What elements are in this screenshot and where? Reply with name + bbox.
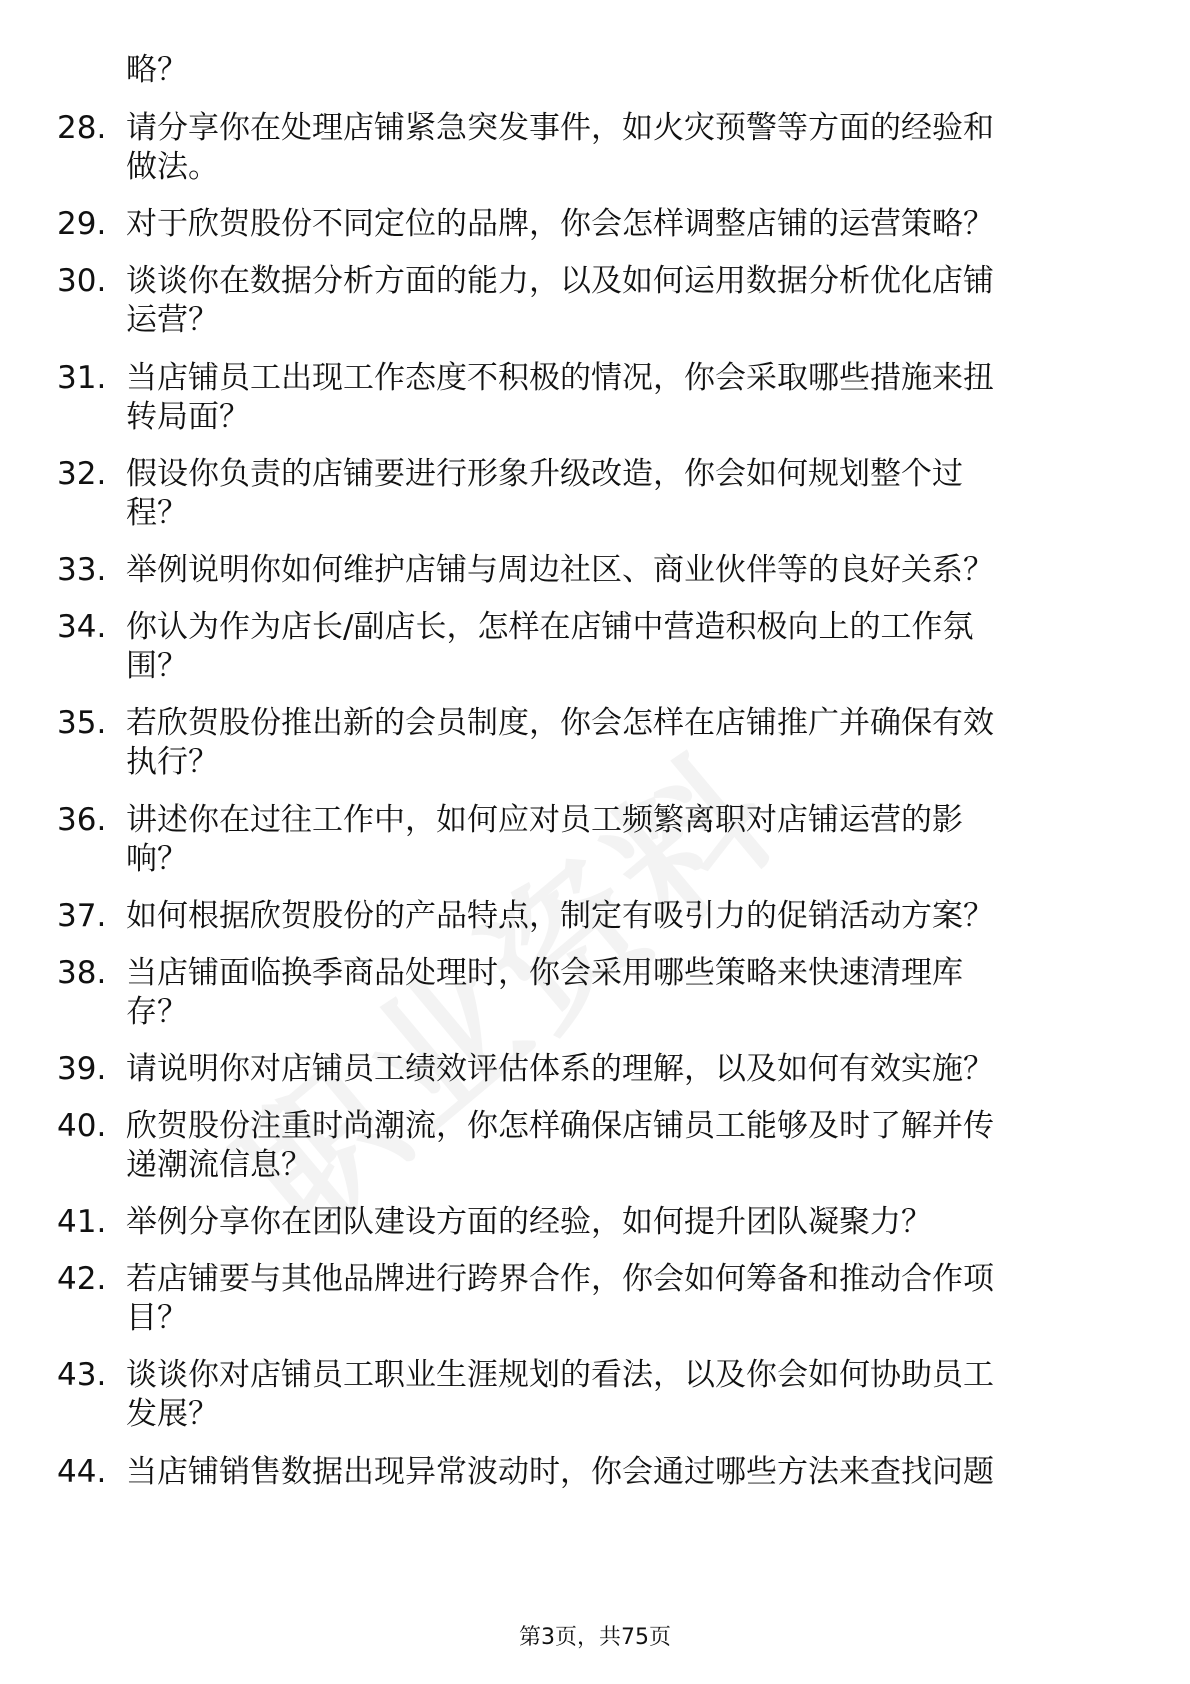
question-text: 若店铺要与其他品牌进行跨界合作，你会如何筹备和推动合作项 目？	[126, 1261, 994, 1336]
question-number: 29.	[57, 206, 107, 242]
question-text: 请分享你在处理店铺紧急突发事件，如火灾预警等方面的经验和 做法。	[126, 110, 994, 185]
question-number: 30.	[57, 263, 107, 299]
question-text: 如何根据欣贺股份的产品特点，制定有吸引力的促销活动方案？	[126, 898, 994, 934]
question-text: 对于欣贺股份不同定位的品牌，你会怎样调整店铺的运营策略？	[126, 206, 994, 242]
question-text: 请说明你对店铺员工绩效评估体系的理解，以及如何有效实施？	[126, 1051, 994, 1087]
question-number: 42.	[57, 1261, 107, 1297]
question-text: 若欣贺股份推出新的会员制度，你会怎样在店铺推广并确保有效 执行？	[126, 705, 994, 780]
question-number: 38.	[57, 955, 107, 991]
question-number: 43.	[57, 1357, 107, 1393]
question-text: 当店铺员工出现工作态度不积极的情况，你会采取哪些措施来扭 转局面？	[126, 360, 994, 435]
question-number: 34.	[57, 609, 107, 645]
question-number: 33.	[57, 552, 107, 588]
question-number: 41.	[57, 1204, 107, 1240]
question-text: 假设你负责的店铺要进行形象升级改造，你会如何规划整个过 程？	[126, 456, 963, 531]
question-text: 当店铺销售数据出现异常波动时，你会通过哪些方法来查找问题	[126, 1454, 994, 1490]
page-footer: 第3页，共75页	[519, 1625, 671, 1650]
question-text: 讲述你在过往工作中，如何应对员工频繁离职对店铺运营的影 响？	[126, 802, 963, 877]
question-number: 39.	[57, 1051, 107, 1087]
question-text: 你认为作为店长/副店长，怎样在店铺中营造积极向上的工作氛 围？	[126, 609, 974, 684]
question-text: 举例说明你如何维护店铺与周边社区、商业伙伴等的良好关系？	[126, 552, 994, 588]
question-number: 28.	[57, 110, 107, 146]
question-number: 35.	[57, 705, 107, 741]
question-number: 36.	[57, 802, 107, 838]
continuation-text: 略？	[126, 52, 188, 88]
question-text: 谈谈你在数据分析方面的能力，以及如何运用数据分析优化店铺 运营？	[126, 263, 994, 338]
question-text: 当店铺面临换季商品处理时，你会采用哪些策略来快速清理库 存？	[126, 955, 963, 1030]
question-text: 欣贺股份注重时尚潮流，你怎样确保店铺员工能够及时了解并传 递潮流信息？	[126, 1108, 994, 1183]
question-number: 40.	[57, 1108, 107, 1144]
question-number: 31.	[57, 360, 107, 396]
question-number: 32.	[57, 456, 107, 492]
question-text: 举例分享你在团队建设方面的经验，如何提升团队凝聚力？	[126, 1204, 932, 1240]
question-number: 37.	[57, 898, 107, 934]
question-text: 谈谈你对店铺员工职业生涯规划的看法，以及你会如何协助员工 发展？	[126, 1357, 994, 1432]
question-number: 44.	[57, 1454, 107, 1490]
